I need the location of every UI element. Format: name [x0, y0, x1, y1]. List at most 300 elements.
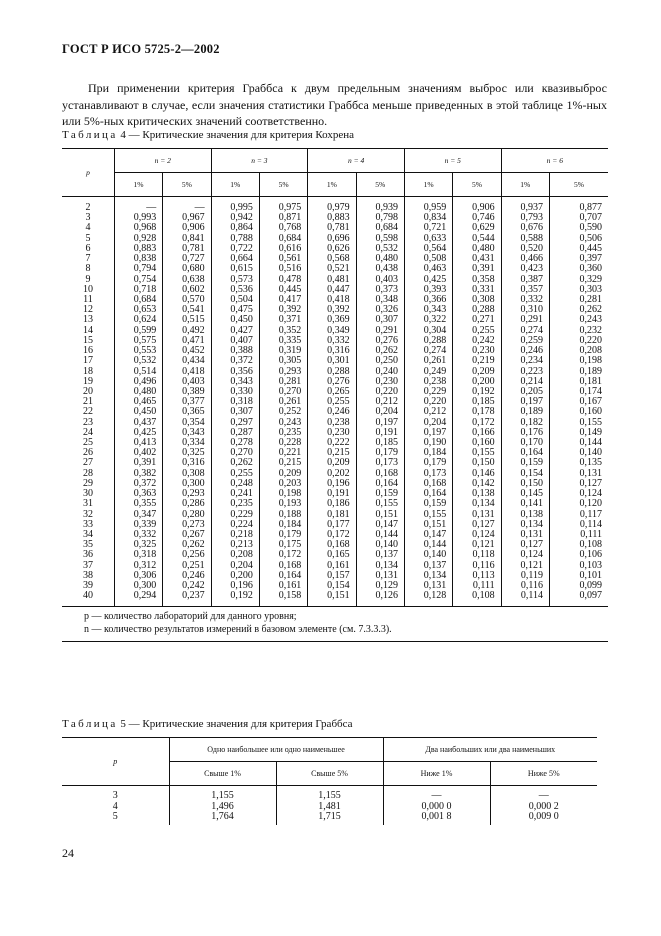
cell-value: 0,358 — [472, 273, 495, 285]
cell-value: 0,198 — [579, 355, 602, 367]
cell-value: 0,168 — [278, 559, 302, 571]
p-value: 5 — [112, 811, 118, 822]
cell-value: 0,127 — [472, 518, 495, 530]
cell-value: 0,331 — [472, 283, 495, 295]
cell-value: 0,450 — [133, 406, 157, 418]
cell-value: 0,841 — [182, 232, 205, 244]
cell-value: 0,365 — [182, 406, 205, 418]
cell-value: 0,224 — [230, 518, 253, 530]
cell-value: 0,280 — [182, 508, 205, 520]
p-value: 6 — [85, 242, 91, 254]
cell-value: 0,204 — [230, 559, 253, 571]
cell-value: 0,243 — [579, 314, 602, 326]
cell-value: 0,114 — [579, 518, 602, 530]
cell-value: 0,319 — [278, 345, 302, 357]
cell-value: 0,407 — [230, 334, 253, 346]
sub-header: Ниже 5% — [490, 762, 597, 786]
p-value: 26 — [82, 447, 93, 459]
cell-value: 0,564 — [423, 242, 447, 254]
cell-value: 0,330 — [230, 385, 253, 397]
cell-value: 1,715 — [318, 811, 341, 822]
cell-value: — — [194, 202, 205, 213]
p-value: 37 — [82, 559, 93, 571]
cell-value: 0,173 — [423, 467, 447, 479]
cell-value: 0,599 — [133, 324, 157, 336]
cell-value: 0,270 — [278, 385, 302, 397]
cell-value: 0,117 — [579, 508, 602, 520]
cell-value: 0,116 — [520, 580, 543, 592]
table5-caption-text: 5 — Критические значения для критерия Граббса — [120, 718, 353, 730]
cell-value: 0,246 — [327, 406, 350, 418]
cell-value: 0,164 — [375, 477, 398, 489]
p-value: 30 — [82, 488, 93, 500]
cell-value: 0,219 — [472, 355, 495, 367]
cell-value: 0,101 — [579, 569, 602, 581]
cell-value: 0,602 — [182, 283, 205, 295]
cell-value: 0,124 — [472, 529, 495, 540]
cell-value: 0,126 — [375, 590, 398, 602]
cell-value: 0,209 — [327, 457, 350, 469]
cell-value: 0,465 — [133, 396, 157, 408]
cell-value: 0,369 — [327, 314, 350, 326]
cell-value: 0,959 — [423, 202, 447, 213]
cell-value: 0,496 — [133, 375, 157, 387]
value-column — [163, 203, 210, 602]
cell-value: 0,303 — [579, 283, 602, 295]
pct-header: 5% — [549, 173, 608, 197]
cell-value: 0,118 — [472, 549, 495, 561]
p-value: 7 — [85, 253, 91, 265]
cell-value: 0,238 — [423, 375, 447, 387]
cell-value: 0,356 — [230, 365, 253, 377]
cell-value: 0,995 — [230, 202, 253, 213]
cell-value: 0,103 — [579, 559, 602, 571]
cell-value: 0,200 — [472, 375, 495, 387]
cell-value: 0,184 — [423, 447, 447, 459]
cell-value: 0,371 — [278, 314, 302, 326]
value-column — [260, 203, 307, 602]
p-column — [62, 203, 114, 602]
cell-value: 0,174 — [579, 385, 602, 397]
table4-notes — [62, 606, 608, 641]
cell-value: 1,155 — [211, 790, 234, 801]
p-value: 27 — [82, 457, 93, 469]
cell-value: 0,189 — [520, 406, 543, 418]
cell-value: 0,316 — [327, 345, 350, 357]
cell-value: 0,316 — [182, 457, 205, 469]
n-header: n = 3 — [211, 149, 308, 173]
cell-value: 0,883 — [133, 242, 157, 254]
cell-value: 0,478 — [278, 273, 302, 285]
group-two-header: Два наибольших или два наименьших — [383, 738, 597, 762]
cell-value: 0,255 — [327, 396, 350, 408]
p-value: 17 — [82, 355, 93, 367]
cell-value: 0,215 — [278, 457, 302, 469]
cell-value: 0,877 — [579, 202, 602, 213]
cell-value: 0,318 — [230, 396, 253, 408]
cell-value: 0,190 — [423, 437, 447, 449]
cell-value: 0,166 — [472, 426, 495, 438]
cell-value: 0,255 — [230, 467, 253, 479]
cell-value: 0,168 — [375, 467, 398, 479]
cell-value: 0,188 — [278, 508, 302, 520]
cell-value: 0,335 — [278, 334, 302, 346]
cell-value: 0,229 — [423, 385, 447, 397]
value-column — [550, 203, 608, 602]
cell-value: 0,179 — [278, 529, 302, 540]
cell-value: 0,214 — [520, 375, 543, 387]
p-value: 22 — [82, 406, 93, 418]
cell-value: 0,203 — [278, 477, 302, 489]
p-value: 15 — [82, 334, 93, 346]
cell-value: 0,680 — [182, 263, 205, 275]
p-value: 8 — [85, 263, 91, 275]
cell-value: 0,447 — [327, 283, 350, 295]
cell-value: 0,230 — [327, 426, 350, 438]
grubbs-table — [62, 737, 597, 825]
cell-value: 0,332 — [520, 293, 543, 305]
cell-value: 0,249 — [423, 365, 447, 377]
cell-value: 0,343 — [182, 426, 205, 438]
cell-value: 0,111 — [580, 529, 602, 540]
cell-value: 0,155 — [472, 447, 495, 459]
cell-value: 0,541 — [182, 304, 205, 316]
cell-value: 0,158 — [278, 590, 302, 602]
cell-value: 0,176 — [520, 426, 543, 438]
cell-value: 0,116 — [472, 559, 495, 571]
cell-value: 0,788 — [230, 232, 253, 244]
cell-value: 0,213 — [230, 539, 253, 551]
cell-value: 0,197 — [423, 426, 447, 438]
cell-value: 0,307 — [230, 406, 253, 418]
cell-value: 0,131 — [579, 467, 602, 479]
cell-value: 0,684 — [278, 232, 302, 244]
cell-value: 0,329 — [579, 273, 602, 285]
pct-header: 1% — [211, 173, 259, 197]
cell-value: 0,175 — [278, 539, 302, 551]
cell-value: 0,939 — [375, 202, 398, 213]
cell-value: 0,768 — [278, 222, 302, 234]
cell-value: 0,431 — [472, 253, 495, 265]
cell-value: 0,387 — [520, 273, 543, 285]
cell-value: 0,403 — [375, 273, 398, 285]
p-value: 28 — [82, 467, 93, 479]
cell-value: 0,480 — [375, 253, 398, 265]
cell-value: 0,186 — [327, 498, 350, 510]
cell-value: 0,191 — [327, 488, 350, 500]
cell-value: 0,633 — [423, 232, 447, 244]
cell-value: 0,352 — [278, 324, 302, 336]
p-value: 24 — [82, 426, 93, 438]
cell-value: 0,177 — [327, 518, 350, 530]
cell-value: 0,154 — [327, 580, 350, 592]
value-column — [115, 203, 162, 602]
cell-value: 0,223 — [520, 365, 543, 377]
cell-value: 0,615 — [230, 263, 253, 275]
cell-value: 0,492 — [182, 324, 205, 336]
cell-value: 0,561 — [278, 253, 302, 265]
cell-value: 0,707 — [579, 212, 602, 224]
cell-value: 0,520 — [520, 242, 543, 254]
cell-value: 0,000 2 — [528, 800, 559, 812]
p-value: 25 — [82, 437, 93, 449]
intro-text: При применении критерия Граббса к двум предельным значениям выброс или квазивыброс устанавливают в случае, если значения статистики Граббса меньше приведенных в этой таблице 1%-ных или 5%-ных критических значений соответственно. — [62, 81, 607, 128]
cell-value: 0,326 — [375, 304, 398, 316]
cell-value: 0,179 — [423, 457, 447, 469]
cell-value: 0,237 — [182, 590, 205, 602]
cell-value: 0,339 — [133, 518, 157, 530]
cell-value: 0,676 — [520, 222, 543, 234]
cell-value: 0,391 — [472, 263, 495, 275]
pct-header: 5% — [163, 173, 211, 197]
cell-value: 0,287 — [230, 426, 253, 438]
cell-value: 0,544 — [472, 232, 495, 244]
cell-value: 0,343 — [423, 304, 447, 316]
p-header: p — [62, 738, 169, 786]
cell-value: 0,366 — [423, 293, 447, 305]
cell-value: 0,185 — [375, 437, 398, 449]
cell-value: 0,389 — [182, 385, 205, 397]
p-value: 4 — [112, 800, 118, 812]
cell-value: 0,291 — [375, 324, 398, 336]
cell-value: 0,382 — [133, 467, 157, 479]
cell-value: 0,222 — [327, 437, 350, 449]
cell-value: 0,167 — [579, 396, 602, 408]
cell-value: 0,151 — [375, 508, 398, 520]
cell-value: 0,189 — [579, 365, 602, 377]
cell-value: 0,276 — [375, 334, 398, 346]
p-value: 19 — [82, 375, 93, 387]
cell-value: 0,129 — [375, 580, 398, 592]
cell-value: 0,134 — [375, 559, 398, 571]
cell-value: 0,144 — [423, 539, 447, 551]
cell-value: 0,196 — [230, 580, 253, 592]
cell-value: 0,343 — [230, 375, 253, 387]
cell-value: 0,256 — [182, 549, 205, 561]
p-value: 14 — [82, 324, 93, 336]
cell-value: 0,172 — [472, 416, 495, 428]
cell-value: 0,009 0 — [528, 811, 559, 822]
cell-value: 0,196 — [327, 477, 350, 489]
table5-caption — [62, 718, 353, 730]
cell-value: 0,475 — [230, 304, 253, 316]
cell-value: 0,221 — [278, 447, 302, 459]
cell-value: 0,291 — [520, 314, 543, 326]
sub-header: Свыше 1% — [169, 762, 276, 786]
pct-header: 5% — [453, 173, 501, 197]
cell-value: 0,452 — [182, 345, 205, 357]
cell-value: 0,906 — [472, 202, 495, 213]
cell-value: 0,363 — [133, 488, 157, 500]
cell-value: 0,120 — [579, 498, 602, 510]
cell-value: 0,168 — [423, 477, 447, 489]
cell-value: 0,588 — [520, 232, 543, 244]
p-value: 31 — [82, 498, 93, 510]
cell-value: 0,286 — [182, 498, 205, 510]
cell-value: 0,322 — [423, 314, 447, 326]
p-value: 33 — [82, 518, 93, 530]
cell-value: 0,127 — [579, 477, 602, 489]
cell-value: 0,106 — [579, 549, 602, 561]
cell-value: 0,111 — [472, 580, 495, 592]
cell-value: 0,373 — [375, 283, 398, 295]
cell-value: 0,157 — [327, 569, 350, 581]
cell-value: 0,425 — [133, 426, 157, 438]
cell-value: 0,119 — [520, 569, 543, 581]
cell-value: 0,402 — [133, 447, 157, 459]
cell-value: 0,504 — [230, 293, 253, 305]
cell-value: 0,251 — [182, 559, 205, 571]
cell-value: 0,192 — [230, 590, 253, 602]
p-value: 18 — [82, 365, 93, 377]
cell-value: 0,198 — [278, 488, 302, 500]
table4-caption-text: 4 — Критические значения для критерия Кохрена — [120, 129, 355, 141]
cell-value: 0,653 — [133, 304, 157, 316]
cell-value: 0,161 — [278, 580, 302, 592]
cell-value: 0,573 — [230, 273, 253, 285]
cell-value: 0,209 — [472, 365, 495, 377]
cell-value: 0,942 — [230, 212, 253, 224]
cell-value: 0,508 — [423, 253, 447, 265]
cell-value: 0,197 — [520, 396, 543, 408]
cell-value: 0,377 — [182, 396, 205, 408]
cell-value: 0,357 — [520, 283, 543, 295]
cell-value: 0,220 — [423, 396, 447, 408]
cell-value: 0,255 — [472, 324, 495, 336]
cell-value: 0,427 — [230, 324, 253, 336]
cell-value: 0,310 — [520, 304, 543, 316]
cell-value: 0,246 — [520, 345, 543, 357]
cell-value: 0,137 — [423, 559, 447, 571]
pct-header: 1% — [308, 173, 356, 197]
cell-value: 0,270 — [230, 447, 253, 459]
cell-value: 0,134 — [472, 498, 495, 510]
cell-value: 0,568 — [327, 253, 350, 265]
p-value: 4 — [85, 222, 91, 234]
cell-value: 0,140 — [423, 549, 447, 561]
cell-value: 0,140 — [375, 539, 398, 551]
cell-value: 0,138 — [472, 488, 495, 500]
cell-value: 0,570 — [182, 293, 205, 305]
cell-value: 0,718 — [133, 283, 157, 295]
cell-value: 0,151 — [327, 590, 350, 602]
p-value: 3 — [112, 790, 118, 801]
cell-value: 0,418 — [327, 293, 350, 305]
p-value: 35 — [82, 539, 93, 551]
cell-value: 0,238 — [327, 416, 350, 428]
cell-value: 0,147 — [423, 529, 447, 540]
table4-caption — [62, 129, 354, 141]
cell-value: 0,354 — [182, 416, 205, 428]
cell-value: 0,178 — [472, 406, 495, 418]
cell-value: 0,413 — [133, 437, 157, 449]
cell-value: 0,144 — [579, 437, 602, 449]
cell-value: 0,437 — [133, 416, 157, 428]
cell-value: 0,000 0 — [421, 800, 452, 812]
cell-value: 0,481 — [327, 273, 350, 285]
n-header: n = 6 — [501, 149, 608, 173]
cell-value: 0,134 — [423, 569, 447, 581]
cell-value: 0,471 — [182, 334, 205, 346]
p-value: 21 — [82, 396, 93, 408]
cell-value: 0,228 — [278, 437, 302, 449]
cell-value: 0,131 — [520, 529, 543, 540]
cell-value: 0,864 — [230, 222, 253, 234]
cell-value: 0,297 — [230, 416, 253, 428]
cell-value: 0,445 — [579, 242, 602, 254]
cell-value: 0,164 — [423, 488, 447, 500]
cell-value: 0,208 — [230, 549, 253, 561]
p-value: 9 — [85, 273, 91, 285]
cell-value: 0,349 — [327, 324, 350, 336]
cell-value: 0,124 — [579, 488, 602, 500]
cell-value: 0,397 — [579, 253, 602, 265]
value-column — [502, 203, 549, 602]
cell-value: 0,220 — [375, 385, 398, 397]
cell-value: 0,262 — [182, 539, 205, 551]
cell-value: 0,151 — [423, 518, 447, 530]
cell-value: 0,215 — [327, 447, 350, 459]
cell-value: 0,193 — [278, 498, 302, 510]
cell-value: 0,165 — [327, 549, 350, 561]
cell-value: 0,202 — [327, 467, 350, 479]
value-column — [308, 203, 355, 602]
cell-value: 0,182 — [520, 416, 543, 428]
cell-value: 0,536 — [230, 283, 253, 295]
cell-value: 0,229 — [230, 508, 253, 520]
cell-value: 0,108 — [472, 590, 495, 602]
cell-value: 0,514 — [133, 365, 157, 377]
cell-value: 0,141 — [520, 498, 543, 510]
cell-value: 0,124 — [520, 549, 543, 561]
cell-value: 0,871 — [278, 212, 302, 224]
cell-value: 0,293 — [182, 488, 205, 500]
cell-value: 0,417 — [278, 293, 302, 305]
cell-value: 0,220 — [579, 334, 602, 346]
cell-value: 0,137 — [375, 549, 398, 561]
cell-value: 0,332 — [327, 334, 350, 346]
cell-value: 0,515 — [182, 314, 205, 326]
cell-value: 0,281 — [579, 293, 602, 305]
cell-value: 0,664 — [230, 253, 253, 265]
cell-value: 0,553 — [133, 345, 157, 357]
cell-value: 0,179 — [375, 447, 398, 459]
p-value: 11 — [83, 293, 93, 305]
cell-value: 0,294 — [133, 590, 157, 602]
cell-value: 0,308 — [472, 293, 495, 305]
cell-value: 0,121 — [520, 559, 543, 571]
cell-value: 0,928 — [133, 232, 157, 244]
cell-value: 0,271 — [472, 314, 495, 326]
cell-value: 0,506 — [579, 232, 602, 244]
pct-header: 1% — [404, 173, 452, 197]
cell-value: 0,979 — [327, 202, 350, 213]
cell-value: 0,575 — [133, 334, 157, 346]
cell-value: 0,403 — [182, 375, 205, 387]
cell-value: 0,278 — [230, 437, 253, 449]
cell-value: 0,097 — [579, 590, 602, 602]
cell-value: 0,598 — [375, 232, 398, 244]
p-value: 10 — [82, 283, 93, 295]
cell-value: 0,248 — [230, 477, 253, 489]
cell-value: 0,160 — [579, 406, 602, 418]
cell-value: 0,200 — [230, 569, 253, 581]
cell-value: 0,230 — [472, 345, 495, 357]
cell-value: 0,906 — [182, 222, 205, 234]
note-p: p — количество лабораторий для данного уровня; — [84, 610, 297, 622]
cell-value: 0,235 — [278, 426, 302, 438]
cell-value: 0,293 — [278, 365, 302, 377]
